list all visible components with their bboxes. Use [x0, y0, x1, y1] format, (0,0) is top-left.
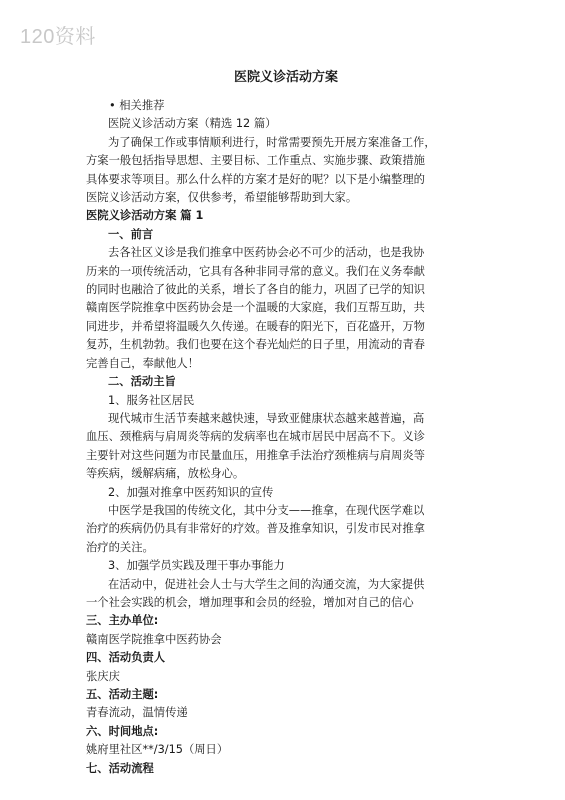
text-line: 方案一般包括指导思想、主要目标、工作重点、实施步骤、政策措施 — [86, 154, 425, 168]
text-line: 具体要求等项目。那么什么样的方案才是好的呢？以下是小编整理的 — [86, 172, 425, 186]
text-line: 1、服务社区居民 — [108, 393, 195, 407]
section-heading: 一、前言 — [108, 227, 154, 241]
text-line: 完善自己，奉献他人！ — [86, 356, 199, 370]
text-line: 医院义诊活动方案（精选 12 篇） — [108, 117, 277, 131]
text-line: 治疗的疾病仍仍具有非常好的疗效。普及推拿知识，引发市民对推拿 — [86, 522, 425, 536]
text-line: 在活动中，促进社会人士与大学生之间的沟通交流，为大家提供 — [108, 577, 425, 591]
text-line: 同进步，并希望将温暖久久传递。在暖春的阳光下，百花盛开，万物 — [86, 319, 425, 333]
section-heading: 五、活动主题: — [86, 688, 159, 701]
text-line: 血压、颈椎病与肩周炎等病的发病率也在城市居民中居高不下。义诊 — [86, 430, 425, 444]
section-heading: 医院义诊活动方案 篇 1 — [86, 209, 204, 223]
text-line: 现代城市生活节奏越来越快速，导致亚健康状态越来越普遍，高 — [108, 411, 425, 425]
text-line: 一个社会实践的机会，增加理事和会员的经验，增加对自己的信心 — [86, 595, 414, 609]
section-heading: 六、时间地点: — [86, 724, 159, 738]
text-line: 去各社区义诊是我们推拿中医药协会必不可少的活动，也是我协 — [108, 246, 425, 260]
text-line: 中医学是我国的传统文化，其中分支——推拿，在现代医学难以 — [108, 503, 425, 517]
text-line: 治疗的关注。 — [86, 540, 154, 554]
text-line: 医院义诊活动方案，仅供参考，希望能够帮助到大家。 — [86, 191, 358, 205]
section-heading: 七、活动流程 — [86, 761, 154, 775]
document-page — [86, 66, 486, 778]
text-line: 历来的一项传统活动，它具有各种非同寻常的意义。我们在义务奉献 — [86, 264, 425, 278]
text-line: 的同时也融洽了彼此的关系，增长了各自的能力，巩固了已学的知识 — [86, 283, 425, 297]
text-line: 张庆庆 — [86, 669, 120, 683]
document-body — [86, 97, 486, 778]
watermark: 120资料 — [20, 26, 96, 48]
text-line: 赣南医学院推拿中医药协会 — [86, 632, 222, 646]
text-line: 主要针对这些问题为市民量血压，用推拿手法治疗颈椎病与肩周炎等 — [86, 448, 425, 462]
document-title: 医院义诊活动方案 — [233, 70, 338, 85]
text-line: 等疾病，缓解病痛，放松身心。 — [86, 467, 245, 481]
text-line: 姚府里社区**/3/15（周日） — [86, 743, 229, 757]
text-line: 青春流动，温情传递 — [86, 706, 188, 720]
section-heading: 三、主办单位: — [86, 614, 159, 628]
text-line: 为了确保工作或事情顺利进行，时常需要预先开展方案准备工作， — [108, 135, 436, 149]
text-line: 赣南医学院推拿中医药协会是一个温暖的大家庭，我们互帮互助，共 — [86, 301, 425, 315]
text-line: 复苏，生机勃勃。我们也要在这个春光灿烂的日子里，用流动的青春 — [86, 338, 425, 352]
text-line: • 相关推荐 — [109, 99, 165, 112]
text-line: 2、加强对推拿中医药知识的宣传 — [108, 485, 274, 499]
section-heading: 四、活动负责人 — [86, 651, 166, 665]
text-line: 3、加强学员实践及理干事办事能力 — [108, 559, 285, 573]
section-heading: 二、活动主旨 — [108, 375, 176, 389]
